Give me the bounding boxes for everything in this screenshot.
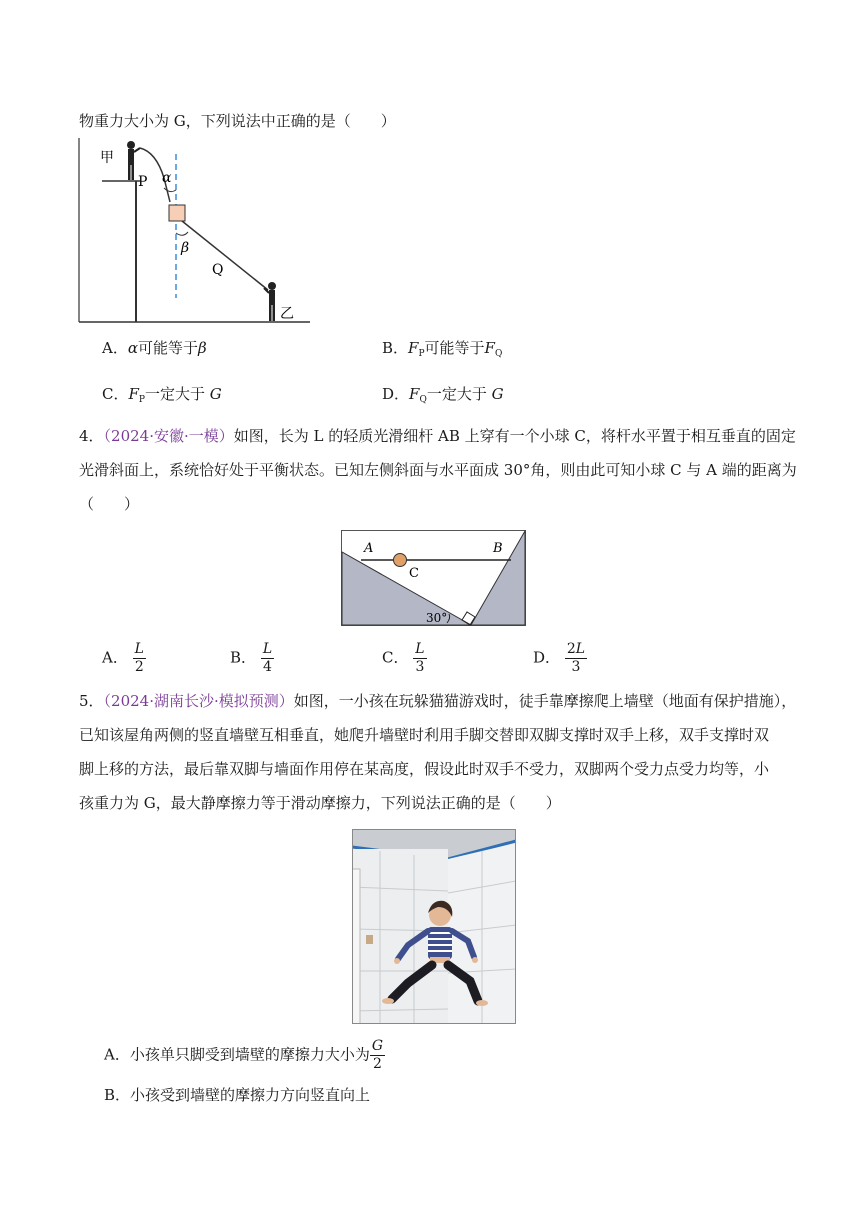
fraction: $\frac{L}{3}$ (415, 641, 425, 675)
label-angle: 30° (426, 611, 448, 625)
label-c: C (409, 566, 419, 581)
q4-option-d[interactable]: D． $\frac{2L}{3}$ (533, 641, 586, 675)
label-jia: 甲 (100, 150, 114, 166)
q5-option-a[interactable]: A．小孩单只脚受到墙壁的摩擦力大小为 $\frac{G}{2}$ (104, 1038, 384, 1072)
q3-option-a[interactable]: A．α可能等于β (102, 339, 207, 357)
label-q: Q (212, 262, 224, 278)
fraction: $\frac{L}{2}$ (134, 641, 144, 675)
q3-figure (78, 138, 314, 326)
q5-line-2: 已知该屋角两侧的竖直墙壁互相垂直，她爬升墙壁时利用手脚交替即双脚支撑时双手上移，双手支撑时双 (79, 726, 770, 744)
q3-option-c[interactable]: C．$F_P$一定大于 G (102, 385, 222, 405)
label-p: P (138, 174, 148, 190)
fraction: $\frac{L}{4}$ (262, 641, 273, 675)
q5-source: （2024·湖南长沙·模拟预测） (103, 692, 294, 710)
q5-option-b[interactable]: B．小孩受到墙壁的摩擦力方向竖直向上 (104, 1086, 371, 1104)
q4-figure (341, 530, 527, 627)
q4-option-c[interactable]: C． $\frac{L}{3}$ (382, 641, 425, 675)
q5-line-1: 5．（2024·湖南长沙·模拟预测）如图，一小孩在玩躲猫猫游戏时，徒手靠摩擦爬上墙壁（地面有保护措施）， (79, 692, 797, 710)
q4-option-b[interactable]: B． $\frac{L}{4}$ (230, 641, 273, 675)
q5-line-4: 孩重力为 G，最大静摩擦力等于滑动摩擦力，下列说法正确的是（ ） (79, 794, 561, 812)
q3-option-b[interactable]: B．$F_P$可能等于$F_Q$ (382, 339, 503, 359)
q4-line-3: （ ） (79, 495, 140, 513)
label-alpha: α (162, 170, 172, 186)
q4-source: （2024·安徽·一模） (103, 427, 234, 445)
label-yi: 乙 (280, 306, 294, 322)
label-a: A (364, 541, 374, 556)
label-b: B (493, 541, 503, 556)
q5-line-3: 脚上移的方法，最后靠双脚与墙面作用停在某高度，假设此时双手不受力，双脚两个受力点受力均等，小 (79, 760, 770, 778)
q4-line-2: 光滑斜面上，系统恰好处于平衡状态。已知左侧斜面与水平面成 30°角，则由此可知小球 C 与 A 端的距离为 (79, 461, 797, 479)
q3-option-d[interactable]: D．$F_Q$一定大于 G (382, 385, 504, 405)
label-beta: β (181, 240, 190, 256)
fraction: $\frac{G}{2}$ (371, 1038, 384, 1072)
q4-line-1: 4．（2024·安徽·一模）如图，长为 L 的轻质光滑细杆 AB 上穿有一个小球 C，将杆水平置于相互垂直的固定 (79, 427, 796, 445)
q3-stem-tail: 物重力大小为 G，下列说法中正确的是（ ） (79, 112, 396, 130)
fraction: $\frac{2L}{3}$ (566, 641, 586, 675)
q5-photo-child-climbing-wall (352, 829, 516, 1024)
q4-option-a[interactable]: A． $\frac{L}{2}$ (102, 641, 144, 675)
